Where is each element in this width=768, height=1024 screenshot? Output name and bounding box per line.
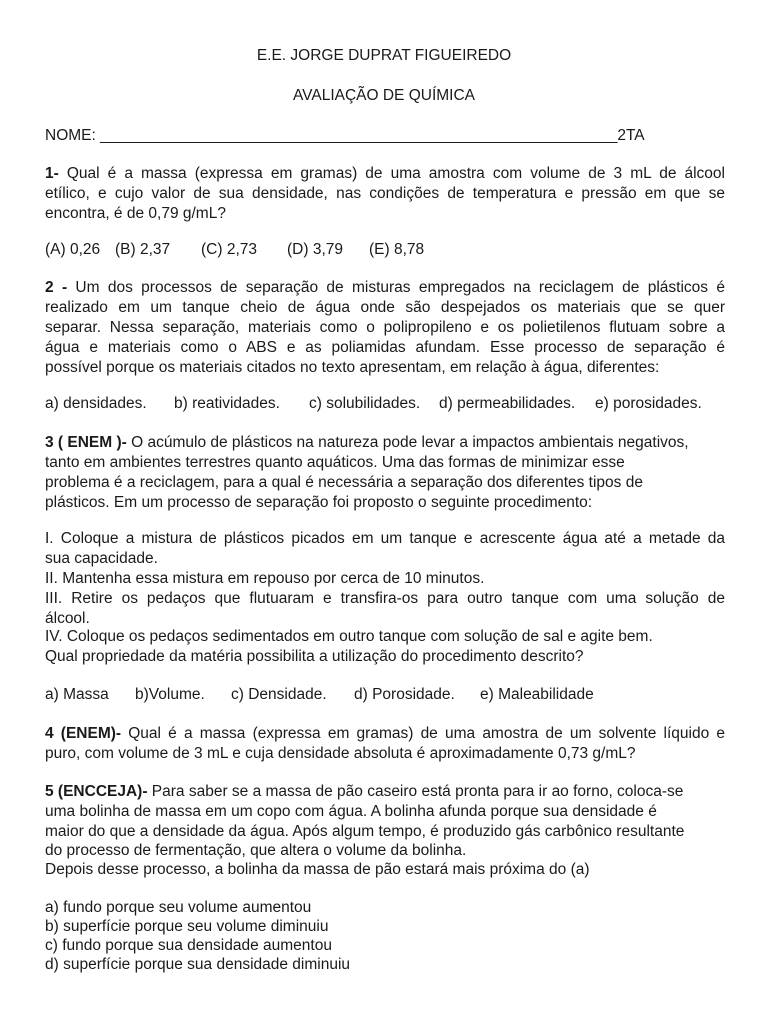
q5-option-d: d) superfície porque sua densidade diminuiu: [45, 956, 351, 973]
school-name: E.E. JORGE DUPRAT FIGUEIREDO: [256, 47, 512, 64]
q1-option-d: (D) 3,79: [287, 241, 343, 258]
q4-number: 4 (ENEM)-: [45, 725, 122, 742]
q3-options: [45, 685, 725, 705]
q2-line-4: água e materiais como o ABS e as poliamidas afundam. Esse processo de separação é: [45, 339, 725, 356]
q2-option-e: e) porosidades.: [595, 395, 702, 412]
q2-line-1: 2 - Um dos processos de separação de misturas empregados na reciclagem de plásticos é: [45, 279, 725, 296]
q2-line-2: realizado em um tanque cheio de água onde são despejados os materiais que se quer: [45, 299, 725, 316]
q3-option-b: b)Volume.: [135, 686, 205, 703]
q1-number: 1-: [45, 165, 59, 182]
q2-line-5: possível porque os materiais citados no texto apresentam, em relação à água, diferentes:: [45, 359, 660, 376]
name-field: NOME: ____________________________________________________________2TA: [45, 127, 645, 144]
q3-line-3: problema é a reciclagem, para a qual é necessária a separação dos diferentes tipos de: [45, 474, 643, 491]
q3-step-4: IV. Coloque os pedaços sedimentados em outro tanque com solução de sal e agite bem.: [45, 628, 653, 645]
q3-option-e: e) Maleabilidade: [480, 686, 594, 703]
q3-line-2: tanto em ambientes terrestres quanto aquáticos. Uma das formas de minimizar esse: [45, 454, 625, 471]
q1-options: [45, 240, 725, 260]
q5-number: 5 (ENCCEJA)-: [45, 783, 148, 800]
q3-option-c: c) Densidade.: [231, 686, 327, 703]
q1-option-e: (E) 8,78: [369, 241, 425, 258]
q5-line-5: Depois desse processo, a bolinha da massa de pão estará mais próxima do (a): [45, 861, 590, 878]
q5-line-3: maior do que a densidade da água. Após algum tempo, é produzido gás carbônico resultante: [45, 823, 685, 840]
q3-step-1: I. Coloque a mistura de plásticos picados em um tanque e acrescente água até a metade da: [45, 530, 725, 547]
q5-line-1: 5 (ENCCEJA)- Para saber se a massa de pão caseiro está pronta para ir ao forno, coloca-se: [45, 783, 684, 800]
q4-line-1: 4 (ENEM)- Qual é a massa (expressa em gramas) de uma amostra de um solvente líquido e: [45, 725, 725, 742]
q3-option-a: a) Massa: [45, 686, 109, 703]
q2-number: 2 -: [45, 279, 68, 296]
q2-option-d: d) permeabilidades.: [439, 395, 576, 412]
q2-options: [45, 394, 725, 414]
q3-step-3-cont: álcool.: [45, 610, 90, 627]
q3-line-4: plásticos. Em um processo de separação foi proposto o seguinte procedimento:: [45, 494, 593, 511]
q3-number: 3 ( ENEM )-: [45, 434, 127, 451]
q3-step-1-cont: sua capacidade.: [45, 550, 158, 567]
q1-option-b: (B) 2,37: [115, 241, 171, 258]
q4-line-2: puro, com volume de 3 mL e cuja densidade absoluta é aproximadamente 0,73 g/mL?: [45, 745, 636, 762]
q1-line-2: etílico, e cujo valor de sua densidade, nas condições de temperatura e pressão em que se: [45, 185, 725, 202]
q5-option-b: b) superfície porque seu volume diminuiu: [45, 918, 329, 935]
q2-line-3: separar. Nessa separação, materiais como o polipropileno e os polietilenos flutuam sobre a: [45, 319, 725, 336]
q3-step-3: III. Retire os pedaços que flutuaram e transfira-os para outro tanque com uma solução de: [45, 590, 725, 607]
q2-option-c: c) solubilidades.: [309, 395, 421, 412]
q5-line-2: uma bolinha de massa em um copo com água. A bolinha afunda porque sua densidade é: [45, 803, 657, 820]
q1-option-a: (A) 0,26: [45, 241, 101, 258]
q3-question: Qual propriedade da matéria possibilita a utilização do procedimento descrito?: [45, 648, 584, 665]
q5-option-a: a) fundo porque seu volume aumentou: [45, 899, 312, 916]
q2-option-a: a) densidades.: [45, 395, 147, 412]
q3-line-1: 3 ( ENEM )- O acúmulo de plásticos na natureza pode levar a impactos ambientais negativos,: [45, 434, 689, 451]
q5-option-c: c) fundo porque sua densidade aumentou: [45, 937, 332, 954]
q1-option-c: (C) 2,73: [201, 241, 257, 258]
q3-step-2: II. Mantenha essa mistura em repouso por cerca de 10 minutos.: [45, 570, 485, 587]
q1-line-3: encontra, é de 0,79 g/mL?: [45, 205, 226, 222]
q5-line-4: do processo de fermentação, que altera o volume da bolinha.: [45, 842, 467, 859]
q3-option-d: d) Porosidade.: [354, 686, 455, 703]
exam-title: AVALIAÇÃO DE QUÍMICA: [292, 87, 476, 104]
q2-option-b: b) reatividades.: [174, 395, 280, 412]
q1-line-1: 1- Qual é a massa (expressa em gramas) de uma amostra com volume de 3 mL de álcool: [45, 165, 725, 182]
